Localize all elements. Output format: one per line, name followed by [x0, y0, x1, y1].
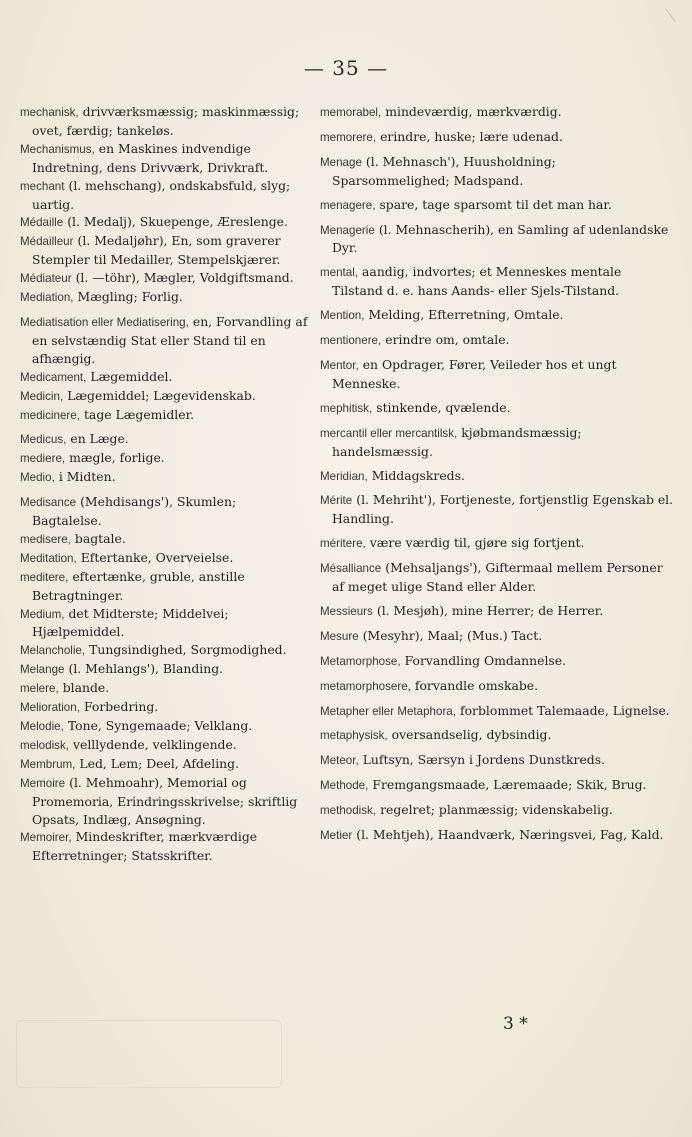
entry-definition: bagtale.: [74, 530, 126, 546]
entry-headword: metamorphosere,: [320, 679, 411, 693]
dictionary-entry: [320, 602, 676, 621]
entry-headword: mercantil eller mercantilsk,: [320, 426, 458, 440]
dictionary-entry: [20, 430, 308, 449]
entry-definition: aandig, indvortes; et Menneskes mentale Tilstand d. e. hans Aands- eller Sjels-Tilstand.: [332, 264, 622, 299]
entry-headword: Meteor,: [320, 754, 359, 768]
page-number: — 35 —: [303, 56, 389, 80]
entry-definition: mægle, forlige.: [69, 450, 165, 466]
entry-headword: Medicin,: [20, 389, 64, 403]
dictionary-entry: [20, 269, 308, 288]
entry-definition: Mindeskrifter, mærkværdige Efterretninger; Statsskrifter.: [32, 829, 258, 864]
dictionary-entry: [20, 774, 308, 829]
entry-definition: (l. Mehtjeh), Haandværk, Næringsvei, Fag, Kald.: [356, 827, 664, 843]
dictionary-entry: [320, 128, 676, 147]
dictionary-entry: [20, 406, 308, 425]
entry-definition: Melding, Efterretning, Omtale.: [368, 307, 564, 323]
entry-headword: menagere,: [320, 198, 376, 212]
entry-definition: regelret; planmæssig; videnskabelig.: [380, 802, 613, 818]
entry-headword: Médaille: [20, 216, 64, 230]
entry-definition: Lægemiddel.: [90, 368, 173, 384]
entry-definition: Tone, Syngemaade; Velklang.: [67, 718, 253, 733]
entry-headword: Mechanismus,: [20, 142, 95, 156]
entry-headword: Mésalliance: [320, 562, 382, 576]
entry-headword: mentionere,: [320, 334, 382, 348]
entry-headword: mechanisk,: [20, 106, 79, 119]
dictionary-entry: [20, 368, 308, 387]
entry-definition: Forvandling Omdannelse.: [404, 652, 567, 668]
entry-definition: Tungsindighed, Sorgmodighed.: [89, 642, 287, 658]
dictionary-entry: [320, 726, 676, 745]
entry-definition: det Midterste; Middelvei; Hjælpemiddel.: [32, 605, 229, 640]
dictionary-entry: [20, 755, 308, 774]
entry-headword: Mediation,: [20, 291, 74, 305]
entry-definition: erindre om, omtale.: [385, 332, 510, 348]
entry-definition: en Maskines indvendige Indretning, dens Drivværk, Drivkraft.: [32, 140, 269, 175]
dictionary-entry: [20, 679, 308, 698]
dictionary-entry: [320, 652, 676, 671]
entry-headword: Mérite: [320, 494, 353, 508]
entry-headword: Melancholie,: [20, 644, 86, 658]
entry-definition: en Læge.: [70, 431, 129, 447]
entry-definition: (l. —töhr), Mægler, Voldgiftsmand.: [75, 270, 294, 286]
dictionary-entry: [20, 717, 308, 736]
entry-headword: Medicus,: [20, 433, 67, 447]
entry-headword: Medisance: [20, 496, 77, 510]
entry-definition: eftertænke, gruble, anstille Betragtninger.: [32, 568, 245, 603]
entry-headword: mechant: [20, 179, 65, 193]
entry-definition: (l. Medaljøhr), En, som graverer Stempler til Medailler, Stempelskjærer.: [32, 233, 281, 268]
entry-headword: Metamorphose,: [320, 654, 401, 668]
dictionary-entry: [20, 605, 308, 642]
dictionary-entry: [320, 702, 676, 721]
entry-headword: méritere,: [320, 537, 366, 551]
dictionary-entry: [20, 140, 308, 177]
entry-definition: (l. Mehriht'), Fortjeneste, fortjenstlig Egenskab el. Handling.: [332, 492, 674, 527]
entry-definition: Fremgangsmaade, Læremaade; Skik, Brug.: [372, 777, 647, 793]
dictionary-entry: [20, 530, 308, 549]
entry-headword: medicinere,: [20, 408, 80, 422]
entry-definition: stinkende, qvælende.: [376, 399, 511, 415]
entry-headword: mediere,: [20, 452, 66, 466]
dictionary-entry: [20, 660, 308, 679]
entry-headword: meditere,: [20, 570, 69, 584]
dictionary-entry: [320, 263, 676, 300]
dictionary-entry: [320, 196, 676, 215]
dictionary-entry: [20, 288, 308, 307]
entry-definition: mindeværdig, mærkværdig.: [385, 104, 562, 119]
dictionary-entry: [320, 356, 676, 393]
entry-definition: erindre, huske; lære udenad.: [380, 128, 563, 144]
signature-mark: 3 *: [503, 1014, 528, 1034]
dictionary-entry: [320, 331, 676, 350]
dictionary-entry: [320, 221, 676, 258]
dictionary-entry: [320, 826, 676, 845]
entry-definition: (l. Mehmoahr), Memorial og Promemoria, Erindringsskrivelse; skriftlig Opsats, Indlæg, Ansøgning.: [32, 774, 298, 827]
entry-headword: Médailleur: [20, 235, 74, 249]
dictionary-entry: [20, 313, 308, 368]
dictionary-entry: [20, 213, 308, 232]
entry-headword: Melange: [20, 663, 65, 677]
entry-headword: Mesure: [320, 629, 359, 643]
entry-headword: Medicament,: [20, 370, 87, 384]
entry-headword: Mentor,: [320, 358, 359, 372]
dictionary-entry: [320, 399, 676, 418]
entry-headword: Meditation,: [20, 551, 77, 565]
entry-headword: Metier: [320, 829, 353, 843]
entry-definition: blande.: [62, 680, 110, 696]
dictionary-entry: [320, 491, 676, 528]
entry-definition: (l. Mesjøh), mine Herrer; de Herrer.: [376, 602, 604, 618]
entry-definition: oversandselig, dybsindig.: [391, 727, 552, 743]
entry-headword: mephitisk,: [320, 401, 373, 415]
dictionary-entry: [20, 103, 308, 140]
entry-headword: Meridian,: [320, 469, 368, 483]
entry-headword: memorere,: [320, 130, 377, 144]
entry-definition: en, Forvandling af en selvstændig Stat eller Stand til en afhængig.: [32, 313, 308, 366]
dictionary-entry: [320, 306, 676, 325]
entry-headword: Menagerie: [320, 223, 375, 237]
entry-headword: Messieurs: [320, 604, 373, 618]
dictionary-entry: [20, 641, 308, 660]
dictionary-entry: [20, 828, 308, 865]
entry-headword: Melioration,: [20, 701, 80, 715]
dictionary-entry: [320, 801, 676, 820]
entry-headword: medisere,: [20, 532, 71, 546]
entry-headword: Memoirer,: [20, 831, 72, 845]
dictionary-entry: [320, 534, 676, 553]
entry-definition: Middagskreds.: [371, 467, 465, 483]
entry-definition: spare, tage sparsomt til det man har.: [379, 196, 612, 212]
entry-definition: (l. mehschang), ondskabsfuld, slyg; uartig.: [32, 177, 291, 212]
dictionary-entry: [20, 468, 308, 487]
dictionary-entry: [320, 467, 676, 486]
entry-definition: Lægemiddel; Lægevidenskab.: [67, 387, 256, 403]
entry-headword: methodisk,: [320, 804, 377, 818]
entry-definition: drivværksmæssig; maskinmæssig; ovet, færdig; tankeløs.: [32, 104, 300, 138]
entry-headword: Mediatisation eller Mediatisering,: [20, 315, 189, 329]
entry-definition: Forbedring.: [83, 699, 159, 715]
entry-headword: Mention,: [320, 309, 365, 323]
right-column: [320, 103, 676, 851]
dictionary-entry: [20, 232, 308, 269]
dictionary-entry: [20, 177, 308, 214]
entry-headword: metaphysisk,: [320, 729, 388, 743]
entry-definition: (Mehdisangs'), Skumlen; Bagtalelse.: [32, 494, 237, 529]
dictionary-entry: [20, 493, 308, 530]
entry-headword: Medio,: [20, 471, 55, 485]
dictionary-entry: [20, 698, 308, 717]
entry-definition: (l. Mehlangs'), Blanding.: [68, 661, 224, 677]
entry-definition: Mægling; Forlig.: [77, 289, 183, 305]
entry-definition: en Opdrager, Fører, Veileder hos et ungt Menneske.: [332, 356, 617, 391]
dictionary-entry: [320, 559, 676, 596]
dictionary-entry: [20, 549, 308, 568]
entry-definition: (Mehsaljangs'), Giftermaal mellem Personer af meget ulige Stand eller Alder.: [332, 560, 663, 595]
dictionary-entry: [320, 677, 676, 696]
entry-definition: tage Lægemidler.: [83, 406, 195, 422]
dictionary-entry: [320, 627, 676, 646]
entry-definition: Luftsyn, Særsyn i Jordens Dunstkreds.: [362, 752, 606, 768]
left-column: [20, 103, 308, 865]
dictionary-entry: [320, 153, 676, 190]
entry-headword: memorabel,: [320, 106, 382, 119]
entry-headword: Membrum,: [20, 757, 76, 771]
entry-definition: (l. Medalj), Skuepenge, Æreslenge.: [67, 214, 288, 230]
dictionary-entry: [320, 424, 676, 461]
entry-headword: Medium,: [20, 607, 65, 621]
entry-headword: melere,: [20, 682, 59, 696]
entry-headword: Menage: [320, 155, 362, 169]
page-corner-fold: [666, 2, 686, 23]
show-through-shadow: [16, 1020, 282, 1088]
entry-headword: Metapher eller Metaphora,: [320, 704, 456, 718]
dictionary-entry: [20, 736, 308, 755]
entry-headword: melodisk,: [20, 738, 69, 752]
entry-headword: Memoire: [20, 776, 66, 790]
entry-definition: (l. Mehnasch'), Huusholdning; Sparsommelighed; Madspand.: [332, 153, 556, 188]
dictionary-entry: [20, 568, 308, 605]
entry-definition: i Midten.: [58, 469, 116, 485]
dictionary-entry: [320, 103, 676, 122]
entry-definition: Eftertanke, Overveielse.: [80, 549, 234, 565]
entry-headword: Methode,: [320, 779, 369, 793]
entry-definition: (l. Mehnascherih), en Samling af udenlandske Dyr.: [332, 221, 669, 256]
dictionary-entry: [20, 449, 308, 468]
entry-definition: være værdig til, gjøre sig fortjent.: [369, 535, 585, 551]
entry-definition: velllydende, velklingende.: [72, 736, 237, 752]
entry-definition: forvandle omskabe.: [414, 677, 539, 693]
dictionary-entry: [320, 751, 676, 770]
entry-definition: (Mesyhr), Maal; (Mus.) Tact.: [362, 627, 543, 643]
entry-definition: forblommet Talemaade, Lignelse.: [460, 702, 670, 718]
entry-definition: kjøbmandsmæssig; handelsmæssig.: [332, 424, 582, 459]
entry-headword: mental,: [320, 266, 359, 280]
entry-headword: Médiateur: [20, 272, 72, 286]
entry-definition: Led, Lem; Deel, Afdeling.: [79, 755, 240, 771]
entry-headword: Melodie,: [20, 720, 64, 733]
dictionary-entry: [20, 387, 308, 406]
dictionary-entry: [320, 776, 676, 795]
